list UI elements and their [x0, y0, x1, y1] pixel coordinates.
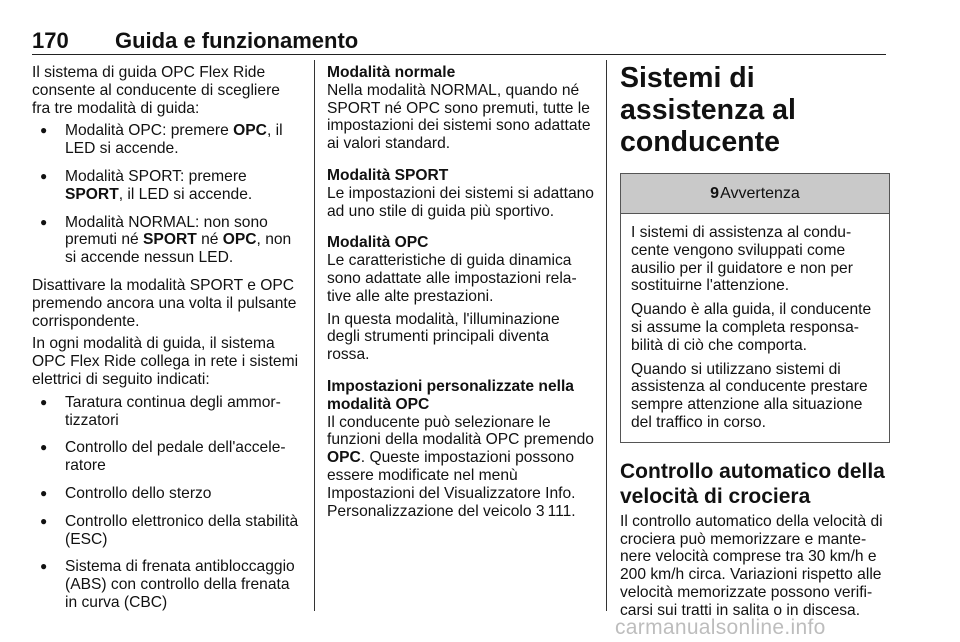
page-number: 170: [32, 28, 69, 53]
column-divider-right: [606, 60, 607, 611]
warning-paragraph: Quando si utilizzano sistemi di assistenza al conducente prestare sempre attenzione alla situazione del traffico in corso.: [631, 360, 868, 431]
systems-list: [32, 394, 302, 612]
column-middle: [327, 64, 595, 525]
page-title: Guida e funzionamento: [115, 28, 359, 53]
sport-mode-text: Le impostazioni dei sistemi si adattano ad uno stile di guida più sportivo.: [327, 184, 594, 220]
list-item: ● Modalità NORMAL: non sono premuti né SPORT né OPC, non si accende nessun LED.: [32, 214, 302, 267]
normal-mode-text: Nella modalità NORMAL, quando né SPORT né OPC sono premuti, tutte le impostazioni dei sistemi sono adattate ai valori standard.: [327, 81, 591, 153]
opc-lighting-text: In questa modalità, l'illuminazione degli strumenti principali diventa rossa.: [327, 310, 560, 364]
column-right: [620, 64, 890, 625]
page-reference-icon: 3: [535, 502, 545, 520]
list-item: ● Modalità OPC: premere OPC, il LED si accende.: [32, 122, 302, 158]
warning-title: Avvertenza: [720, 184, 800, 202]
page-reference: 111.: [547, 502, 576, 520]
list-item: ● Controllo dello sterzo: [32, 485, 302, 503]
page-header: [32, 28, 886, 54]
warning-paragraph: I sistemi di assistenza al conducente vengono sviluppati come ausilio per il guidatore e non per sostituirne l'attenzione.: [631, 224, 853, 295]
network-paragraph: In ogni modalità di guida, il sistema OPC Flex Ride collega in rete i sistemi elettrici di seguito indicati:: [32, 335, 299, 388]
driving-modes-list: [32, 122, 302, 267]
cruise-control-text: Il controllo automatico della velocità di crociera può memorizzare e mantenere velocità comprese tra 30 km/h e 200 km/h circa. Variazioni rispetto alle velocità memorizzate possono verificarsi sui tratti in salita o in discesa.: [620, 512, 883, 619]
section-heading: Sistemi di assistenza al conducente: [620, 62, 796, 158]
column-left: [32, 64, 302, 622]
opc-key: OPC: [233, 122, 267, 140]
warning-box: [620, 173, 890, 443]
warning-body: [621, 214, 889, 442]
normal-mode-heading: Modalità normale: [327, 64, 456, 81]
intro-paragraph: Il sistema di guida OPC Flex Ride consente al conducente di scegliere fra tre modalità di guida:: [32, 64, 280, 117]
custom-settings-heading: Impostazioni personalizzate nella modalità OPC: [327, 377, 574, 413]
sport-key: SPORT: [143, 231, 197, 249]
opc-key: OPC: [222, 231, 257, 249]
list-item: ● Taratura continua degli ammortizzatori: [32, 394, 302, 430]
opc-mode-text: Le caratteristiche di guida dinamica sono adattate alle impostazioni relative alle alte prestazioni.: [327, 252, 577, 305]
list-item: ● Sistema di frenata antibloccaggio (ABS) con controllo della frenata in curva (CBC): [32, 558, 302, 611]
opc-mode-heading: Modalità OPC: [327, 234, 429, 252]
warning-icon: 9: [710, 184, 720, 202]
cruise-control-heading: Controllo automatico della velocità di crociera: [620, 459, 885, 508]
warning-paragraph: Quando è alla guida, il conducente si assume la completa responsabilità di ciò che comporta.: [631, 301, 872, 354]
header-divider: [32, 54, 886, 55]
opc-key: OPC: [327, 449, 361, 467]
sport-key: SPORT: [65, 185, 119, 203]
warning-header: [621, 174, 889, 214]
list-item: ● Controllo del pedale dell'acceleratore: [32, 439, 302, 475]
deactivate-paragraph: Disattivare la modalità SPORT e OPC premendo ancora una volta il pulsante corrispondente.: [32, 276, 297, 330]
column-divider-left: [314, 60, 315, 611]
sport-mode-heading: Modalità SPORT: [327, 166, 449, 184]
list-item: ● Modalità SPORT: premere SPORT, il LED si accende.: [32, 168, 302, 204]
list-item: ● Controllo elettronico della stabilità (ESC): [32, 513, 302, 549]
custom-settings-text: Il conducente può selezionare le funzioni della modalità OPC premendo OPC. Queste impostazioni possono essere modificate nel menù Impostazioni del Visualizzatore Info. Personalizzazione del veicolo 3 111.: [327, 413, 594, 520]
watermark: carmanualsonline.info: [615, 616, 826, 639]
